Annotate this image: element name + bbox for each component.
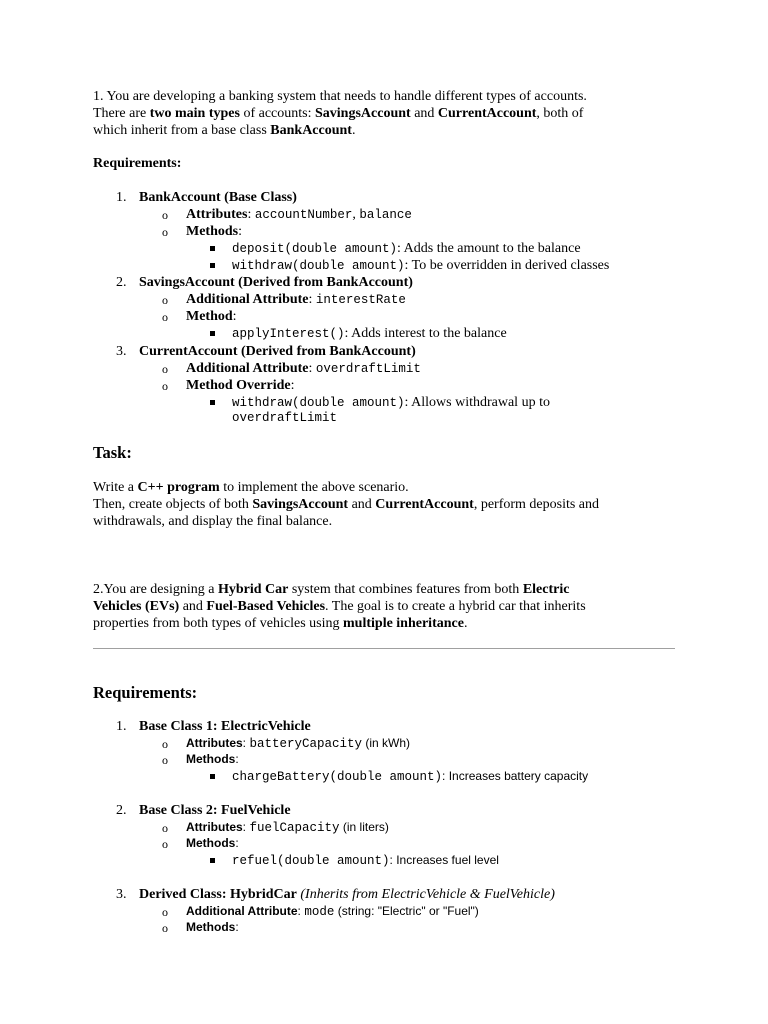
circle-bullet-icon: o bbox=[162, 821, 168, 835]
task-line-1: Write a C++ program to implement the above scenario. bbox=[93, 480, 409, 495]
square-bullet-icon bbox=[210, 263, 215, 268]
circle-bullet-icon: o bbox=[162, 837, 168, 851]
list-item-title: Derived Class: HybridCar (Inherits from ElectricVehicle & FuelVehicle) bbox=[139, 887, 555, 902]
list-sub-item: Method Override: bbox=[186, 378, 295, 393]
list-sub-sub-item: applyInterest(): Adds interest to the balance bbox=[232, 326, 507, 341]
square-bullet-icon bbox=[210, 331, 215, 336]
task-line-3: withdrawals, and display the final balance. bbox=[93, 514, 333, 529]
list-sub-sub-item: deposit(double amount): Adds the amount to the balance bbox=[232, 241, 581, 256]
circle-bullet-icon: o bbox=[162, 737, 168, 751]
q1-requirements-heading: Requirements: bbox=[93, 156, 182, 171]
q2-intro-line-3: properties from both types of vehicles using multiple inheritance. bbox=[93, 616, 468, 631]
list-sub-sub-item-continuation: overdraftLimit bbox=[232, 411, 338, 425]
list-number: 3. bbox=[116, 887, 127, 902]
q1-intro-line-3: which inherit from a base class BankAccount. bbox=[93, 123, 356, 138]
q2-requirements-heading: Requirements: bbox=[93, 683, 198, 702]
list-sub-item: Attributes: fuelCapacity (in liters) bbox=[186, 820, 389, 835]
list-sub-item: Additional Attribute: mode (string: "Electric" or "Fuel") bbox=[186, 904, 479, 919]
list-number: 3. bbox=[116, 344, 127, 359]
task-line-2: Then, create objects of both SavingsAccount and CurrentAccount, perform deposits and bbox=[93, 497, 600, 512]
list-sub-sub-item: chargeBattery(double amount): Increases battery capacity bbox=[232, 769, 589, 784]
list-sub-item: Methods: bbox=[186, 752, 239, 766]
square-bullet-icon bbox=[210, 774, 215, 779]
q1-intro-line-2: There are two main types of accounts: SavingsAccount and CurrentAccount, both of bbox=[93, 106, 584, 121]
square-bullet-icon bbox=[210, 858, 215, 863]
square-bullet-icon bbox=[210, 246, 215, 251]
list-sub-item: Attributes: batteryCapacity (in kWh) bbox=[186, 736, 411, 751]
circle-bullet-icon: o bbox=[162, 310, 168, 324]
list-number: 2. bbox=[116, 275, 127, 290]
q2-intro-line-1: 2.You are designing a Hybrid Car system that combines features from both Electric bbox=[93, 582, 570, 597]
circle-bullet-icon: o bbox=[162, 379, 168, 393]
list-item-title: Base Class 2: FuelVehicle bbox=[139, 803, 291, 818]
square-bullet-icon bbox=[210, 400, 215, 405]
list-item-title: BankAccount (Base Class) bbox=[139, 190, 297, 205]
circle-bullet-icon: o bbox=[162, 362, 168, 376]
list-sub-item: Additional Attribute: overdraftLimit bbox=[186, 361, 421, 376]
list-sub-sub-item: refuel(double amount): Increases fuel level bbox=[232, 853, 499, 868]
list-number: 1. bbox=[116, 190, 127, 205]
horizontal-rule bbox=[93, 648, 675, 649]
list-sub-item: Methods: bbox=[186, 920, 239, 934]
list-sub-sub-item: withdraw(double amount): Allows withdrawal up to bbox=[232, 395, 550, 410]
list-sub-item: Attributes: accountNumber, balance bbox=[186, 207, 412, 222]
task-heading: Task: bbox=[93, 443, 132, 462]
circle-bullet-icon: o bbox=[162, 225, 168, 239]
q2-intro-line-2: Vehicles (EVs) and Fuel-Based Vehicles. The goal is to create a hybrid car that inherits bbox=[93, 599, 586, 614]
circle-bullet-icon: o bbox=[162, 905, 168, 919]
list-sub-item: Additional Attribute: interestRate bbox=[186, 292, 406, 307]
q1-intro-line-1: 1. You are developing a banking system that needs to handle different types of accounts. bbox=[93, 89, 587, 104]
list-number: 1. bbox=[116, 719, 127, 734]
list-sub-item: Method: bbox=[186, 309, 237, 324]
list-number: 2. bbox=[116, 803, 127, 818]
circle-bullet-icon: o bbox=[162, 293, 168, 307]
list-sub-sub-item: withdraw(double amount): To be overridden in derived classes bbox=[232, 258, 610, 273]
list-sub-item: Methods: bbox=[186, 836, 239, 850]
circle-bullet-icon: o bbox=[162, 753, 168, 767]
list-item-title: CurrentAccount (Derived from BankAccount) bbox=[139, 344, 416, 359]
list-sub-item: Methods: bbox=[186, 224, 243, 239]
list-item-title: Base Class 1: ElectricVehicle bbox=[139, 719, 311, 734]
list-item-title: SavingsAccount (Derived from BankAccount) bbox=[139, 275, 413, 290]
circle-bullet-icon: o bbox=[162, 208, 168, 222]
circle-bullet-icon: o bbox=[162, 921, 168, 935]
